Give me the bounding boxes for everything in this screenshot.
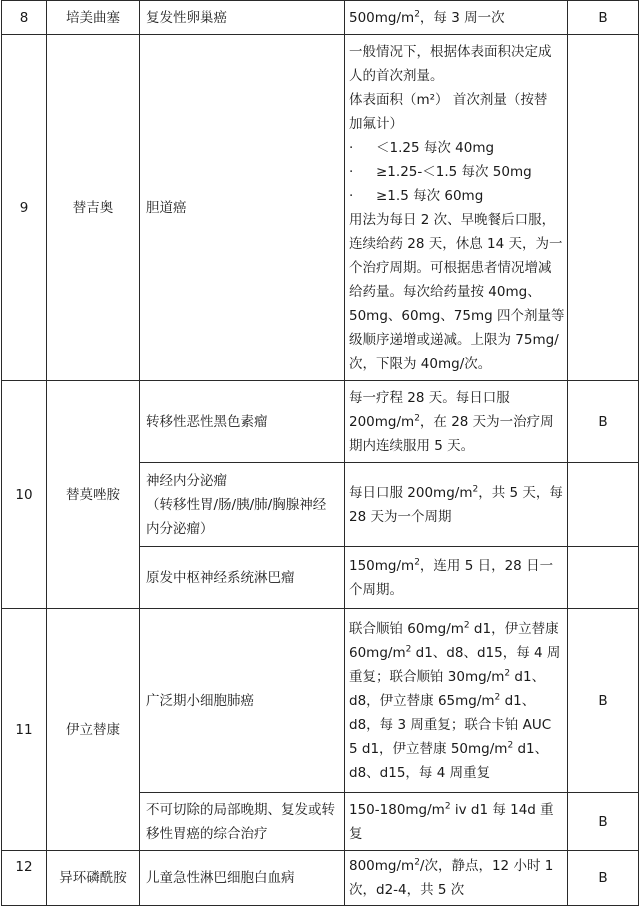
drug-name: 替吉奥 [47,35,140,381]
evidence-grade: B [568,381,639,463]
table-row-12 [2,851,639,906]
dosage: $500mg/m^2$，每 3 周一次 [345,1,568,35]
dosage: 每日口服 $200mg/m^2$，共 5 天，每 28 天为一个周期 [345,463,568,547]
row-number: 8 [2,1,47,35]
indication: 不可切除的局部晚期、复发或转 移性胃癌的综合治疗 [140,793,345,851]
evidence-grade: B [568,609,639,793]
dosage: $800mg/m^2/$次，静点，12 小时 1 次，d2-4，共 5 次 [345,851,568,906]
indication: 复发性卵巢癌 [140,1,345,35]
drug-name: 异环磷酰胺 [47,851,140,906]
row-number: 10 [2,381,47,609]
table-row-11a [2,609,639,793]
evidence-grade: B [568,793,639,851]
evidence-grade [568,547,639,609]
dosage: 每一疗程 28 天。每日口服 $200mg/m^2$，在 28 天为一治疗周 期内连续服用 5 天。 [345,381,568,463]
indication: 转移性恶性黑色素瘤 [140,381,345,463]
dosage: $150mg/m^2$，连用 5 日，28 日一 个周期。 [345,547,568,609]
table-row-10a [2,381,639,463]
dose-bullet: · ≥1.25-＜1.5 每次 50mg [349,163,532,180]
indication: 原发中枢神经系统淋巴瘤 [140,547,345,609]
table-row-8 [2,1,639,35]
evidence-grade: B [568,1,639,35]
drug-name: 培美曲塞 [47,1,140,35]
evidence-grade [568,35,639,381]
row-number: 9 [2,35,47,381]
indication: 儿童急性淋巴细胞白血病 [140,851,345,906]
indication: 神经内分泌瘤 （转移性胃/肠/胰/肺/胸腺神经 内分泌瘤） [140,463,345,547]
dosage: $150-180mg/m^2$ iv d1 每 14d 重复 [345,793,568,851]
indication: 广泛期小细胞肺癌 [140,609,345,793]
indication: 胆道癌 [140,35,345,381]
dose-bullet: · ≥1.5 每次 60mg [349,187,484,204]
drug-name: 伊立替康 [47,609,140,851]
evidence-grade [568,463,639,547]
drug-name: 替莫唑胺 [47,381,140,609]
evidence-grade: B [568,851,639,906]
row-number: 11 [2,609,47,851]
row-number: 12 [2,851,47,906]
table-row-9 [2,35,639,381]
dosage: 联合顺铂 $60mg/m^2$ d1，伊立替康 $60mg/m^2$ d1、d8、d15，每 4 周 重复；联合顺铂 $30mg/m^2$ d1、 d8，伊立替康 $65mg/m^2$ d1、 d8，每 3 周重复；联合卡铂 AUC 5 d1，伊立替康 $50mg/m^2$ d1、 d8、d15，每 4 周重复 [345,609,568,793]
dosage: 一般情况下，根据体表面积决定成 人的首次剂量。 体表面积（m²） 首次剂量（按替 加氟计） · ＜1.25 每次 40mg · ≥1.25-＜1.5 每次 50mg · ≥1.5 每次 60mg 用法为每日 2 次、早晚餐后口服， 连续给药 28 天，休息 14 天，为一 个治疗周期。可根据患者情况增减 给药量。每次给药量按 40mg、 50mg、60mg、75mg 四个剂量等 级顺序递增或递减。上限为 75mg/ 次，下限为 40mg/次。 [345,35,568,381]
dose-bullet: · ＜1.25 每次 40mg [349,139,495,156]
drug-dosage-table [1,0,639,906]
